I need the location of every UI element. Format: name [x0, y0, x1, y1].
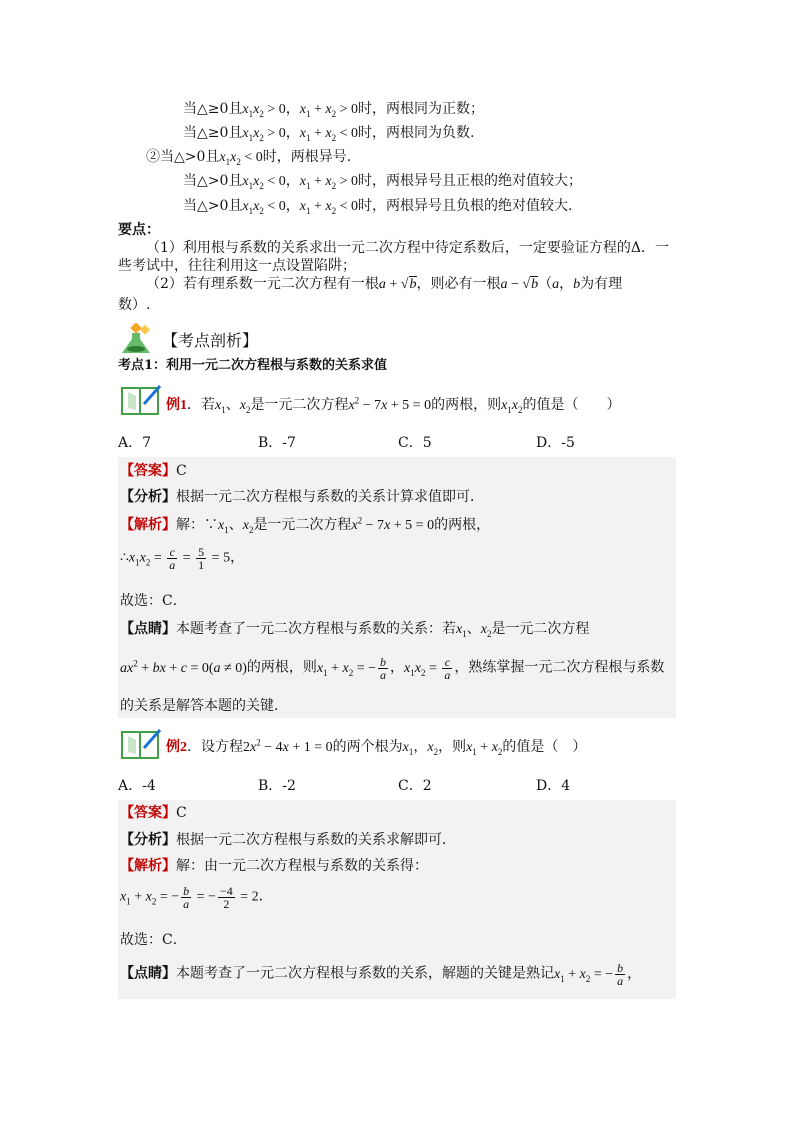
example1-option-b: B．-7: [258, 435, 296, 451]
example1-option-a: A．7: [118, 435, 152, 451]
example1-question: 例1．若$x_1$、$x_2$是一元二次方程$x^2 - 7x + 5 = 0$的两根，则$x_1x_2$的值是（ ）: [166, 395, 621, 415]
example1-analysis: 【分析】根据一元二次方程根与系数的关系计算求值即可．: [120, 489, 484, 505]
section-title: 【考点剖析】: [162, 331, 259, 350]
example1-choose: 故选：C．: [120, 593, 187, 609]
key-point-1a: （1）利用根与系数的关系求出一元二次方程中待定系数后，一定要验证方程的Δ．一: [146, 240, 670, 256]
example2-question: 例2．设方程$2x^2 - 4x + 1 = 0$的两个根为$x_1$，$x_2$，则$x_1 + x_2$的值是（ ）: [166, 737, 587, 757]
example1-comment-line1: 【点睛】本题考查了一元二次方程根与系数的关系：若$x_1$、$x_2$是一元二次方程: [120, 621, 590, 639]
condition-line-4: 当△>0且$x_1x_2 < 0$，$x_1 + x_2 > 0$时，两根异号且正根的绝对值较大；: [183, 173, 582, 191]
example1-comment-line2: $ax^2$ + bx + c = 0(a ≠ 0)的两根，则$x_1 + x_2$ = − $\frac{b}{a}$ ，$x_1x_2$ = $\frac{c}{a}$ ，熟练掌握一元二次方程根与系数: [120, 655, 665, 682]
example2-solution: 【解析】解：由一元二次方程根与系数的关系得：: [120, 858, 428, 874]
book-pencil-icon: [120, 382, 164, 416]
key-points-title: 要点：: [118, 222, 160, 238]
example1-formula: $\therefore x_1x_2$ = $\frac{c}{a}$ = $\frac{5}{1}$ = 5，: [120, 545, 245, 572]
example1-option-d: D．-5: [536, 435, 575, 451]
condition-line-1: 当△≥0且$x_1x_2 > 0$，$x_1 + x_2 > 0$时，两根同为正数；: [183, 101, 484, 119]
example1-solution-box: [118, 457, 676, 615]
example1-solution: 【解析】解：$\because x_1$、$x_2$是一元二次方程$x^2 - 7x + 5 = 0$的两根，: [120, 515, 491, 535]
example2-option-c: C．2: [398, 778, 432, 794]
example2-formula: $x_1 + x_2$ = − $\frac{b}{a}$ = − $\frac{-4}{2}$ = 2．: [120, 884, 273, 911]
key-point-2b: 数）.: [118, 297, 151, 313]
example1-option-c: C．5: [398, 435, 432, 451]
key-point-2a: （2）若有理系数一元二次方程有一根a + √b，则必有一根a − √b（a，b为有理: [146, 276, 623, 292]
example2-answer: 【答案】C: [120, 805, 187, 821]
condition-line-3: ②当△>0且$x_1x_2 < 0$时，两根异号.: [146, 149, 352, 167]
example2-option-b: B．-2: [258, 778, 296, 794]
flask-icon: [120, 323, 164, 357]
example2-analysis: 【分析】根据一元二次方程根与系数的关系求解即可．: [120, 832, 456, 848]
condition-line-5: 当△>0且$x_1x_2 < 0$，$x_1 + x_2 < 0$时，两根异号且负根的绝对值较大.: [183, 198, 573, 216]
example2-comment: 【点睛】本题考查了一元二次方程根与系数的关系，解题的关键是熟记$x_1 + x_2$ = − $\frac{b}{a}$ ，: [120, 961, 642, 988]
book-pencil-icon-2: [120, 726, 164, 760]
example2-choose: 故选：C．: [120, 932, 187, 948]
example2-option-a: A．-4: [118, 778, 156, 794]
example2-solution-box: [118, 800, 676, 955]
example1-comment-line3: 的关系是解答本题的关键．: [120, 698, 288, 714]
condition-line-2: 当△≥0且$x_1x_2 > 0$，$x_1 + x_2 < 0$时，两根同为负数.: [183, 125, 475, 143]
kaodian-title: 考点1：利用一元二次方程根与系数的关系求值: [118, 358, 388, 373]
example2-option-d: D．4: [536, 778, 571, 794]
example1-answer: 【答案】C: [120, 463, 187, 479]
key-point-1b: 些考试中，往往利用这一点设置陷阱；: [118, 258, 356, 274]
